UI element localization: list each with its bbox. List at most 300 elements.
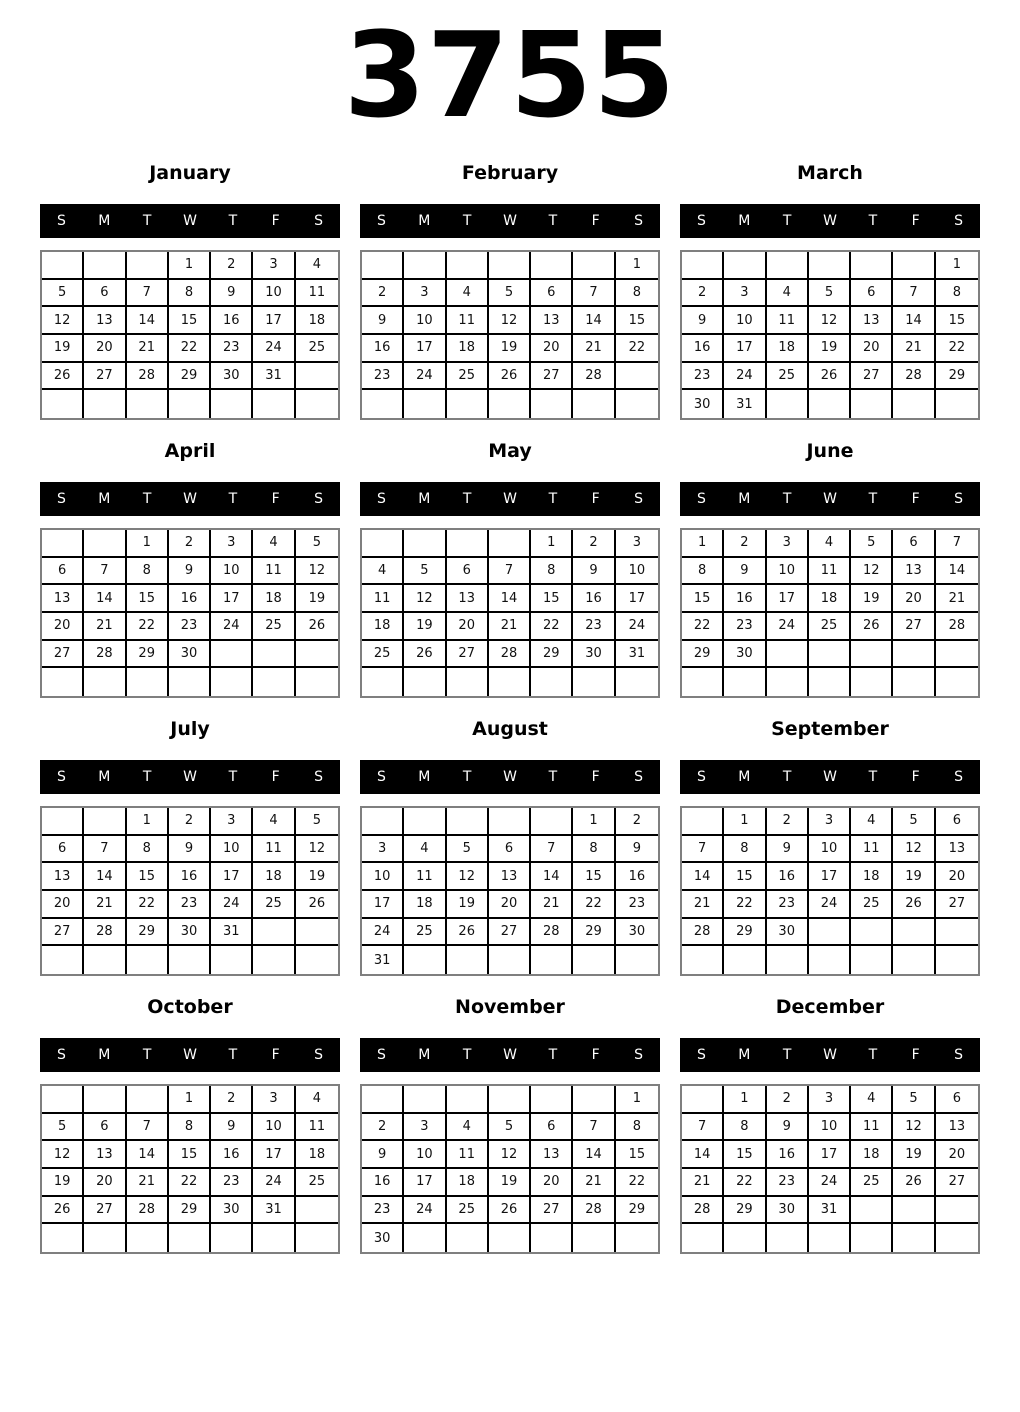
date-grid [680, 806, 980, 976]
date-cell: 30 [682, 390, 724, 418]
date-cell: 2 [616, 808, 658, 836]
empty-cell [767, 641, 809, 669]
date-cell: 27 [531, 1197, 573, 1225]
empty-cell [362, 530, 404, 558]
date-cell: 16 [767, 1141, 809, 1169]
date-cell: 17 [809, 1141, 851, 1169]
date-cell: 7 [682, 1114, 724, 1142]
empty-cell [169, 390, 211, 418]
empty-cell [253, 668, 295, 696]
empty-cell [531, 808, 573, 836]
date-cell: 30 [211, 363, 253, 391]
empty-cell [682, 1086, 724, 1114]
empty-cell [616, 390, 658, 418]
weekday-label: T [868, 213, 878, 229]
date-cell: 11 [767, 307, 809, 335]
date-cell: 18 [447, 335, 489, 363]
date-cell: 11 [362, 585, 404, 613]
weekday-label: T [462, 1047, 472, 1063]
empty-cell [404, 390, 446, 418]
date-cell: 13 [42, 863, 84, 891]
date-cell: 8 [573, 836, 615, 864]
date-cell: 16 [169, 585, 211, 613]
weekday-label: T [782, 1047, 792, 1063]
weekday-label: F [591, 769, 600, 785]
weekday-label: M [98, 1047, 111, 1063]
date-cell: 23 [169, 613, 211, 641]
empty-cell [851, 390, 893, 418]
date-cell: 20 [42, 891, 84, 919]
empty-cell [616, 363, 658, 391]
weekday-label: F [591, 491, 600, 507]
date-cell: 22 [616, 1169, 658, 1197]
date-cell: 28 [682, 919, 724, 947]
date-cell: 26 [296, 891, 338, 919]
empty-cell [936, 668, 978, 696]
date-cell: 19 [296, 863, 338, 891]
empty-cell [296, 1224, 338, 1252]
date-cell: 24 [809, 891, 851, 919]
empty-cell [851, 668, 893, 696]
date-cell: 15 [724, 863, 766, 891]
date-cell: 17 [362, 891, 404, 919]
date-cell: 6 [851, 280, 893, 308]
empty-cell [573, 252, 615, 280]
date-cell: 12 [42, 1141, 84, 1169]
date-cell: 25 [362, 641, 404, 669]
weekday-label: W [823, 1047, 837, 1063]
date-cell: 6 [447, 558, 489, 586]
months-grid [0, 158, 1020, 1254]
date-cell: 24 [809, 1169, 851, 1197]
date-cell: 1 [127, 530, 169, 558]
date-cell: 19 [404, 613, 446, 641]
weekday-label: S [56, 491, 66, 507]
date-cell: 8 [682, 558, 724, 586]
date-cell: 15 [169, 307, 211, 335]
date-cell: 28 [682, 1197, 724, 1225]
empty-cell [404, 946, 446, 974]
date-cell: 27 [84, 363, 126, 391]
date-cell: 25 [253, 891, 295, 919]
date-cell: 18 [253, 863, 295, 891]
empty-cell [253, 1224, 295, 1252]
date-cell: 4 [404, 836, 446, 864]
date-cell: 30 [211, 1197, 253, 1225]
date-cell: 11 [253, 836, 295, 864]
empty-cell [362, 668, 404, 696]
weekday-label: M [738, 1047, 751, 1063]
date-cell: 10 [253, 1114, 295, 1142]
weekday-label: S [954, 213, 964, 229]
date-cell: 18 [767, 335, 809, 363]
date-cell: 6 [893, 530, 935, 558]
date-cell: 5 [809, 280, 851, 308]
date-cell: 9 [724, 558, 766, 586]
empty-cell [616, 1224, 658, 1252]
date-cell: 30 [767, 1197, 809, 1225]
date-cell: 10 [404, 307, 446, 335]
date-cell: 27 [851, 363, 893, 391]
empty-cell [809, 252, 851, 280]
empty-cell [362, 252, 404, 280]
empty-cell [362, 1086, 404, 1114]
empty-cell [682, 1224, 724, 1252]
date-cell: 30 [724, 641, 766, 669]
empty-cell [84, 668, 126, 696]
empty-cell [531, 668, 573, 696]
date-cell: 8 [936, 280, 978, 308]
date-cell: 19 [809, 335, 851, 363]
date-cell: 9 [362, 307, 404, 335]
date-cell: 10 [809, 836, 851, 864]
empty-cell [893, 1197, 935, 1225]
date-cell: 13 [84, 307, 126, 335]
date-cell: 13 [936, 836, 978, 864]
empty-cell [84, 530, 126, 558]
date-cell: 10 [404, 1141, 446, 1169]
date-cell: 14 [573, 307, 615, 335]
date-cell: 1 [724, 808, 766, 836]
date-cell: 4 [851, 808, 893, 836]
date-cell: 20 [84, 1169, 126, 1197]
date-cell: 20 [531, 335, 573, 363]
empty-cell [851, 1197, 893, 1225]
date-cell: 12 [296, 836, 338, 864]
date-cell: 24 [404, 1197, 446, 1225]
date-cell: 8 [531, 558, 573, 586]
date-cell: 3 [767, 530, 809, 558]
empty-cell [809, 1224, 851, 1252]
date-cell: 23 [767, 891, 809, 919]
empty-cell [169, 668, 211, 696]
weekday-label: W [823, 213, 837, 229]
date-cell: 21 [531, 891, 573, 919]
date-cell: 29 [573, 919, 615, 947]
date-cell: 9 [616, 836, 658, 864]
weekday-label: S [56, 213, 66, 229]
weekday-header-row [40, 760, 340, 794]
date-grid [680, 528, 980, 698]
date-cell: 14 [127, 1141, 169, 1169]
date-cell: 9 [767, 836, 809, 864]
date-cell: 27 [447, 641, 489, 669]
date-cell: 30 [767, 919, 809, 947]
date-cell: 1 [682, 530, 724, 558]
date-cell: 2 [767, 1086, 809, 1114]
date-cell: 28 [573, 1197, 615, 1225]
date-grid [40, 528, 340, 698]
date-cell: 22 [169, 1169, 211, 1197]
empty-cell [573, 668, 615, 696]
empty-cell [127, 946, 169, 974]
date-cell: 5 [42, 280, 84, 308]
empty-cell [84, 1224, 126, 1252]
empty-cell [84, 946, 126, 974]
date-cell: 21 [682, 891, 724, 919]
empty-cell [84, 390, 126, 418]
empty-cell [682, 668, 724, 696]
weekday-label: T [868, 769, 878, 785]
month-may [360, 436, 660, 698]
date-cell: 29 [127, 641, 169, 669]
date-cell: 30 [573, 641, 615, 669]
date-cell: 21 [84, 891, 126, 919]
weekday-label: T [548, 213, 558, 229]
empty-cell [851, 1224, 893, 1252]
month-title: June [806, 440, 854, 462]
date-cell: 8 [616, 1114, 658, 1142]
empty-cell [296, 390, 338, 418]
weekday-label: T [142, 491, 152, 507]
date-cell: 12 [404, 585, 446, 613]
empty-cell [447, 668, 489, 696]
empty-cell [404, 1224, 446, 1252]
date-cell: 28 [936, 613, 978, 641]
empty-cell [893, 252, 935, 280]
empty-cell [296, 668, 338, 696]
empty-cell [169, 946, 211, 974]
date-cell: 29 [169, 363, 211, 391]
date-cell: 27 [84, 1197, 126, 1225]
empty-cell [42, 1086, 84, 1114]
date-cell: 12 [893, 1114, 935, 1142]
empty-cell [531, 390, 573, 418]
date-cell: 10 [616, 558, 658, 586]
date-cell: 2 [767, 808, 809, 836]
month-july [40, 714, 340, 976]
empty-cell [851, 946, 893, 974]
weekday-label: T [868, 491, 878, 507]
date-cell: 27 [936, 1169, 978, 1197]
empty-cell [573, 1224, 615, 1252]
weekday-label: T [142, 213, 152, 229]
empty-cell [936, 390, 978, 418]
empty-cell [767, 390, 809, 418]
date-cell: 23 [682, 363, 724, 391]
date-cell: 18 [809, 585, 851, 613]
date-cell: 22 [682, 613, 724, 641]
weekday-label: T [782, 769, 792, 785]
date-cell: 13 [893, 558, 935, 586]
date-cell: 9 [682, 307, 724, 335]
empty-cell [127, 252, 169, 280]
weekday-label: F [911, 769, 920, 785]
weekday-header-row [360, 204, 660, 238]
date-cell: 25 [404, 919, 446, 947]
empty-cell [809, 668, 851, 696]
empty-cell [447, 946, 489, 974]
date-cell: 21 [893, 335, 935, 363]
date-cell: 15 [127, 863, 169, 891]
date-cell: 27 [489, 919, 531, 947]
date-cell: 30 [169, 919, 211, 947]
date-cell: 5 [893, 1086, 935, 1114]
empty-cell [253, 946, 295, 974]
date-cell: 30 [362, 1224, 404, 1252]
date-cell: 16 [362, 1169, 404, 1197]
empty-cell [489, 530, 531, 558]
date-cell: 25 [851, 891, 893, 919]
date-grid [40, 806, 340, 976]
date-cell: 1 [724, 1086, 766, 1114]
empty-cell [809, 390, 851, 418]
date-cell: 31 [809, 1197, 851, 1225]
date-cell: 1 [616, 252, 658, 280]
empty-cell [42, 808, 84, 836]
date-cell: 1 [169, 1086, 211, 1114]
date-grid [40, 1084, 340, 1254]
date-cell: 14 [573, 1141, 615, 1169]
date-cell: 10 [211, 836, 253, 864]
date-cell: 24 [767, 613, 809, 641]
empty-cell [767, 946, 809, 974]
date-cell: 25 [447, 1197, 489, 1225]
date-cell: 28 [531, 919, 573, 947]
weekday-label: S [954, 769, 964, 785]
date-cell: 11 [851, 836, 893, 864]
month-march [680, 158, 980, 420]
date-cell: 26 [404, 641, 446, 669]
month-title: August [472, 718, 548, 740]
date-cell: 9 [169, 558, 211, 586]
month-title: April [164, 440, 216, 462]
date-cell: 9 [211, 280, 253, 308]
empty-cell [724, 668, 766, 696]
empty-cell [682, 808, 724, 836]
date-cell: 10 [362, 863, 404, 891]
date-cell: 24 [616, 613, 658, 641]
date-cell: 11 [296, 280, 338, 308]
date-cell: 14 [682, 1141, 724, 1169]
weekday-header-row [680, 760, 980, 794]
date-cell: 25 [851, 1169, 893, 1197]
empty-cell [296, 919, 338, 947]
month-november [360, 992, 660, 1254]
weekday-label: T [462, 769, 472, 785]
date-cell: 2 [362, 1114, 404, 1142]
empty-cell [682, 946, 724, 974]
empty-cell [211, 641, 253, 669]
weekday-header-row [40, 204, 340, 238]
date-cell: 2 [169, 808, 211, 836]
weekday-label: M [738, 769, 751, 785]
empty-cell [404, 530, 446, 558]
date-cell: 7 [127, 1114, 169, 1142]
weekday-label: F [911, 213, 920, 229]
date-cell: 19 [42, 335, 84, 363]
empty-cell [489, 1224, 531, 1252]
date-cell: 31 [362, 946, 404, 974]
date-cell: 12 [296, 558, 338, 586]
empty-cell [936, 1197, 978, 1225]
date-cell: 29 [616, 1197, 658, 1225]
date-cell: 20 [42, 613, 84, 641]
date-cell: 9 [211, 1114, 253, 1142]
empty-cell [362, 808, 404, 836]
empty-cell [936, 919, 978, 947]
date-cell: 2 [362, 280, 404, 308]
empty-cell [724, 252, 766, 280]
weekday-label: M [738, 491, 751, 507]
weekday-label: W [503, 769, 517, 785]
date-cell: 7 [489, 558, 531, 586]
date-cell: 10 [253, 280, 295, 308]
date-cell: 28 [84, 919, 126, 947]
date-cell: 25 [253, 613, 295, 641]
month-title: November [455, 996, 565, 1018]
weekday-label: S [314, 769, 324, 785]
date-cell: 26 [447, 919, 489, 947]
date-cell: 7 [127, 280, 169, 308]
date-cell: 19 [489, 1169, 531, 1197]
empty-cell [531, 946, 573, 974]
weekday-header-row [680, 204, 980, 238]
empty-cell [767, 1224, 809, 1252]
date-cell: 24 [362, 919, 404, 947]
date-cell: 19 [489, 335, 531, 363]
month-june [680, 436, 980, 698]
date-cell: 2 [682, 280, 724, 308]
date-cell: 29 [682, 641, 724, 669]
date-cell: 17 [724, 335, 766, 363]
date-cell: 22 [724, 891, 766, 919]
date-cell: 26 [42, 363, 84, 391]
month-title: October [147, 996, 233, 1018]
weekday-label: S [314, 1047, 324, 1063]
date-cell: 17 [404, 1169, 446, 1197]
weekday-header-row [680, 1038, 980, 1072]
date-cell: 4 [809, 530, 851, 558]
date-cell: 30 [169, 641, 211, 669]
date-cell: 28 [127, 363, 169, 391]
date-cell: 16 [573, 585, 615, 613]
empty-cell [127, 668, 169, 696]
date-cell: 14 [84, 863, 126, 891]
date-cell: 22 [531, 613, 573, 641]
weekday-label: S [314, 213, 324, 229]
month-title: July [170, 718, 210, 740]
date-cell: 15 [936, 307, 978, 335]
empty-cell [767, 668, 809, 696]
date-grid [40, 250, 340, 420]
date-cell: 13 [531, 307, 573, 335]
date-cell: 19 [893, 863, 935, 891]
date-cell: 5 [447, 836, 489, 864]
weekday-label: T [228, 491, 238, 507]
weekday-label: S [954, 1047, 964, 1063]
empty-cell [489, 1086, 531, 1114]
month-october [40, 992, 340, 1254]
date-cell: 1 [531, 530, 573, 558]
weekday-label: F [271, 769, 280, 785]
date-cell: 4 [447, 1114, 489, 1142]
date-cell: 4 [767, 280, 809, 308]
date-cell: 8 [127, 836, 169, 864]
empty-cell [936, 641, 978, 669]
empty-cell [296, 363, 338, 391]
date-grid [360, 1084, 660, 1254]
weekday-label: W [503, 491, 517, 507]
date-cell: 2 [211, 252, 253, 280]
date-cell: 22 [573, 891, 615, 919]
date-cell: 20 [893, 585, 935, 613]
weekday-header-row [40, 1038, 340, 1072]
date-cell: 26 [893, 1169, 935, 1197]
date-cell: 1 [169, 252, 211, 280]
date-cell: 15 [724, 1141, 766, 1169]
empty-cell [84, 808, 126, 836]
